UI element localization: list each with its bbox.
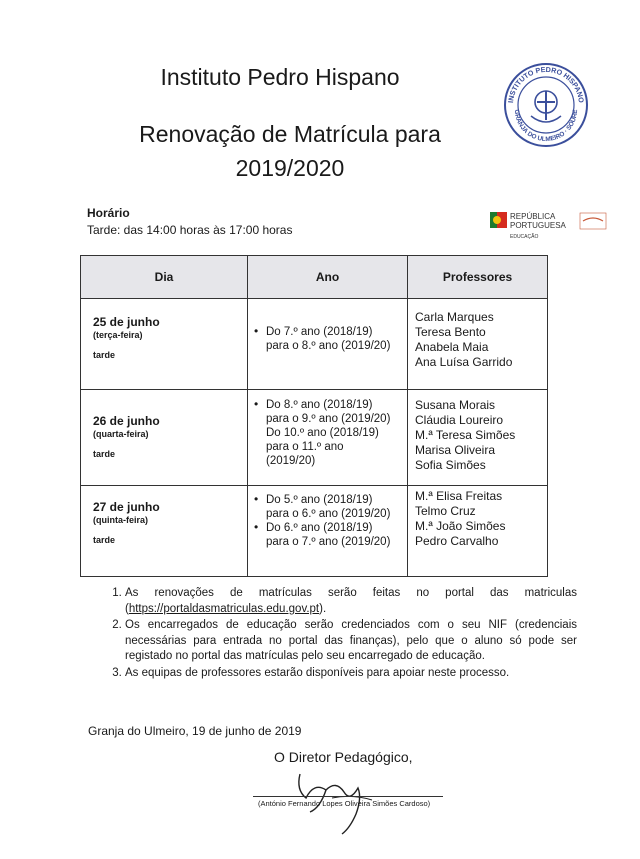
row-period: tarde: [93, 350, 116, 360]
teachers-cell: [408, 390, 548, 486]
table-header-row: [81, 256, 548, 299]
row-weekday: (quinta-feira): [93, 515, 148, 525]
bullet-icon: •: [254, 397, 259, 411]
column-header-dia: Dia: [81, 256, 248, 299]
day-cell: [81, 390, 248, 486]
year-cell: [248, 486, 408, 577]
teacher-name: Ana Luísa Garrido: [415, 355, 513, 369]
portal-link[interactable]: https://portaldasmatriculas.edu.gov.pt: [128, 602, 320, 615]
bullet-icon: •: [254, 520, 259, 534]
row-period: tarde: [93, 535, 116, 545]
row-weekday: (terça-feira): [93, 330, 143, 340]
column-header-professores: Professores: [408, 256, 548, 299]
teachers-cell: [408, 299, 548, 390]
bullet-icon: •: [254, 324, 259, 338]
title-line-1: Renovação de Matrícula para: [139, 121, 441, 147]
teacher-name: Cláudia Loureiro: [415, 413, 504, 427]
table-row: [81, 486, 548, 577]
signatory-name: (António Fernando Lopes Oliveira Simões Cardoso): [258, 799, 431, 808]
director-title: O Diretor Pedagógico,: [274, 749, 413, 765]
column-header-ano: Ano: [248, 256, 408, 299]
table-row: [81, 390, 548, 486]
note-item: 1. As renovações de matrículas serão feitas no portal das matriculas (https://portaldasmatriculas.edu.gov.pt).: [125, 586, 577, 617]
teacher-name: Sofia Simões: [415, 458, 486, 472]
enrollment-schedule-table: [80, 255, 548, 577]
institution-name: Instituto Pedro Hispano: [160, 64, 400, 90]
table-row: [81, 299, 548, 390]
teachers-cell: [408, 486, 548, 577]
teacher-name: Marisa Oliveira: [415, 443, 496, 457]
institution-seal-icon: [503, 62, 589, 148]
row-date: 27 de junho: [93, 500, 160, 514]
teacher-name: Teresa Bento: [415, 325, 486, 339]
teacher-name: Carla Marques: [415, 310, 494, 324]
row-period: tarde: [93, 449, 116, 459]
schedule-time: Tarde: das 14:00 horas às 17:00 horas: [87, 223, 293, 237]
teacher-name: M.ª João Simões: [415, 519, 506, 533]
year-transition-item: • Do 7.º ano (2018/19) para o 8.º ano (2019/20): [254, 324, 391, 352]
schedule-label: Horário: [87, 206, 130, 220]
signature-line: [253, 796, 443, 797]
note-item: 3. As equipas de professores estarão disponíveis para apoiar neste processo.: [125, 666, 577, 682]
year-cell: [248, 390, 408, 486]
document-title: [0, 117, 580, 185]
svg-text:EDUCAÇÃO: EDUCAÇÃO: [510, 234, 539, 240]
year-transition-item: • Do 6.º ano (2018/19) para o 7.º ano (2019/20): [254, 520, 391, 548]
day-cell: [81, 486, 248, 577]
svg-text:INSTITUTO PEDRO HISPANO: INSTITUTO PEDRO HISPANO: [506, 64, 586, 104]
svg-text:GRANJA DO ULMEIRO · SOURE: GRANJA DO ULMEIRO · SOURE: [512, 109, 580, 144]
title-line-2: 2019/2020: [235, 155, 345, 181]
teacher-name: M.ª Elisa Freitas: [415, 489, 503, 503]
row-date: 25 de junho: [93, 315, 160, 329]
row-weekday: (quarta-feira): [93, 429, 149, 439]
row-date: 26 de junho: [93, 414, 160, 428]
teacher-name: Susana Morais: [415, 398, 496, 412]
notes-list: [95, 586, 577, 682]
note-item: 2. Os encarregados de educação serão credenciados com o seu NIF (credenciais necessárias para entrada no portal das finanças), pelo que o aluno só pode ser registado no portal das matrículas pelo seu encarregado de educação.: [125, 618, 577, 665]
bullet-icon: •: [254, 492, 259, 506]
year-cell: [248, 299, 408, 390]
teacher-name: M.ª Teresa Simões: [415, 428, 516, 442]
svg-text:PORTUGUESA: PORTUGUESA: [510, 221, 566, 230]
year-transition-item: • Do 8.º ano (2018/19) para o 9.º ano (2019/20) Do 10.º ano (2018/19) para o 11.º ano (2019/20): [254, 397, 391, 467]
teacher-name: Anabela Maia: [415, 340, 489, 354]
place-date: Granja do Ulmeiro, 19 de junho de 2019: [88, 724, 302, 738]
teacher-name: Telmo Cruz: [415, 504, 476, 518]
svg-text:REPÚBLICA: REPÚBLICA: [510, 212, 556, 221]
republica-portuguesa-logo-icon: [488, 208, 608, 242]
teacher-name: Pedro Carvalho: [415, 534, 499, 548]
year-transition-item: • Do 5.º ano (2018/19) para o 6.º ano (2019/20): [254, 492, 391, 520]
day-cell: [81, 299, 248, 390]
